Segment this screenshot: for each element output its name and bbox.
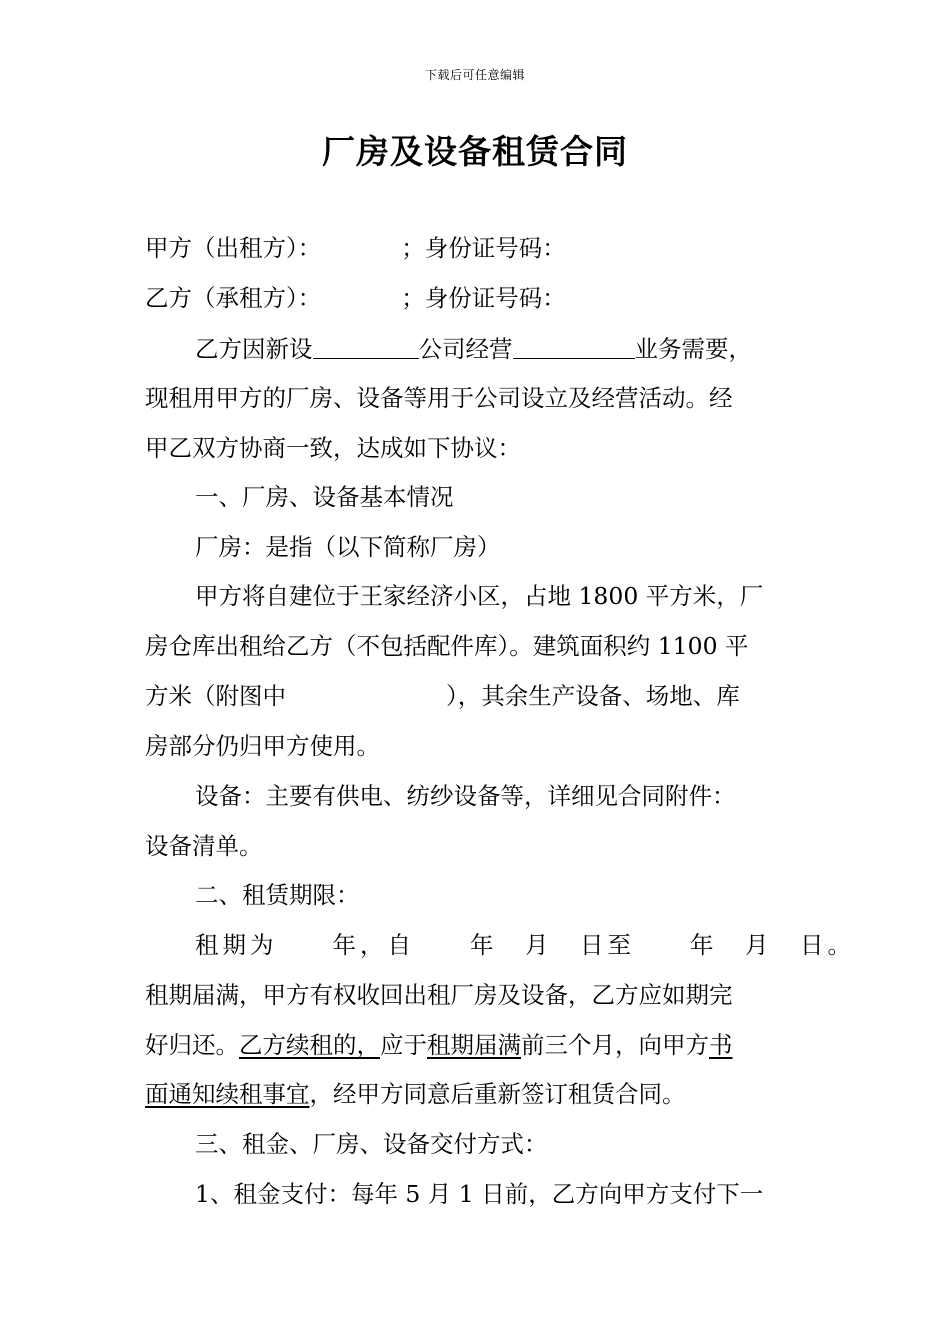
intro-text: 公司经营 [418, 335, 513, 363]
term-text: 前三个月，向甲方 [521, 1031, 709, 1059]
term-underlined-text: 面通知续租事宜 [145, 1080, 310, 1108]
term-line-2: 租期届满，甲方有权收回出租厂房及设备，乙方应如期完 [145, 981, 733, 1009]
header-note: 下载后可任意编辑 [424, 68, 525, 82]
term-line-1: 租期为 年，自 年 月 日至 年 月 日。 [195, 931, 855, 959]
section-2-heading: 二、租赁期限： [195, 881, 360, 909]
party-b-line [145, 283, 566, 313]
term-line-4 [145, 1079, 686, 1109]
party-a-label: 甲方（出租方）： [145, 234, 322, 262]
term-underlined-text: 乙方续租的， [239, 1031, 380, 1059]
factory-text: 方米（附图中 [145, 682, 286, 710]
intro-line-1 [195, 334, 752, 364]
factory-line-2: 房仓库出租给乙方（不包括配件库）。建筑面积约 1100 平 [145, 632, 749, 660]
term-underlined-text: 租期届满 [427, 1031, 521, 1059]
rent-line-1: 1、租金支付：每年 5 月 1 日前，乙方向甲方支付下一 [195, 1180, 764, 1208]
equipment-line-2: 设备清单。 [145, 832, 263, 860]
party-b-id-label: ；身份证号码： [401, 284, 566, 312]
party-a-line [145, 233, 566, 263]
party-a-id-label: ；身份证号码： [401, 234, 566, 262]
section-1-heading: 一、厂房、设备基本情况 [195, 483, 454, 511]
company-name-blank [313, 334, 419, 359]
intro-line-3: 甲乙双方协商一致，达成如下协议： [145, 434, 521, 462]
factory-text: ），其余生产设备、场地、库 [446, 682, 740, 710]
factory-definition: 厂房：是指（以下简称厂房） [195, 533, 501, 561]
section-3-heading: 三、租金、厂房、设备交付方式： [195, 1130, 548, 1158]
factory-line-4: 房部分仍归甲方使用。 [145, 732, 380, 760]
party-b-label: 乙方（承租方）： [145, 284, 322, 312]
equipment-line-1: 设备：主要有供电、纺纱设备等，详细见合同附件： [195, 782, 736, 810]
term-text: 好归还。 [145, 1031, 239, 1059]
term-text: ，经甲方同意后重新签订租赁合同。 [309, 1080, 686, 1108]
document-title: 厂房及设备租赁合同 [322, 132, 628, 171]
intro-line-2: 现租用甲方的厂房、设备等用于公司设立及经营活动。经 [145, 384, 733, 412]
factory-line-1: 甲方将自建位于王家经济小区，占地 1800 平方米，厂 [195, 582, 764, 610]
business-scope-blank [513, 334, 635, 359]
term-underlined-text: 书 [709, 1031, 733, 1059]
term-line-3 [145, 1030, 733, 1060]
term-text: 应于 [380, 1031, 427, 1059]
intro-text: 乙方因新设 [195, 335, 313, 363]
intro-text: 业务需要， [634, 335, 752, 363]
factory-line-3 [145, 681, 740, 711]
